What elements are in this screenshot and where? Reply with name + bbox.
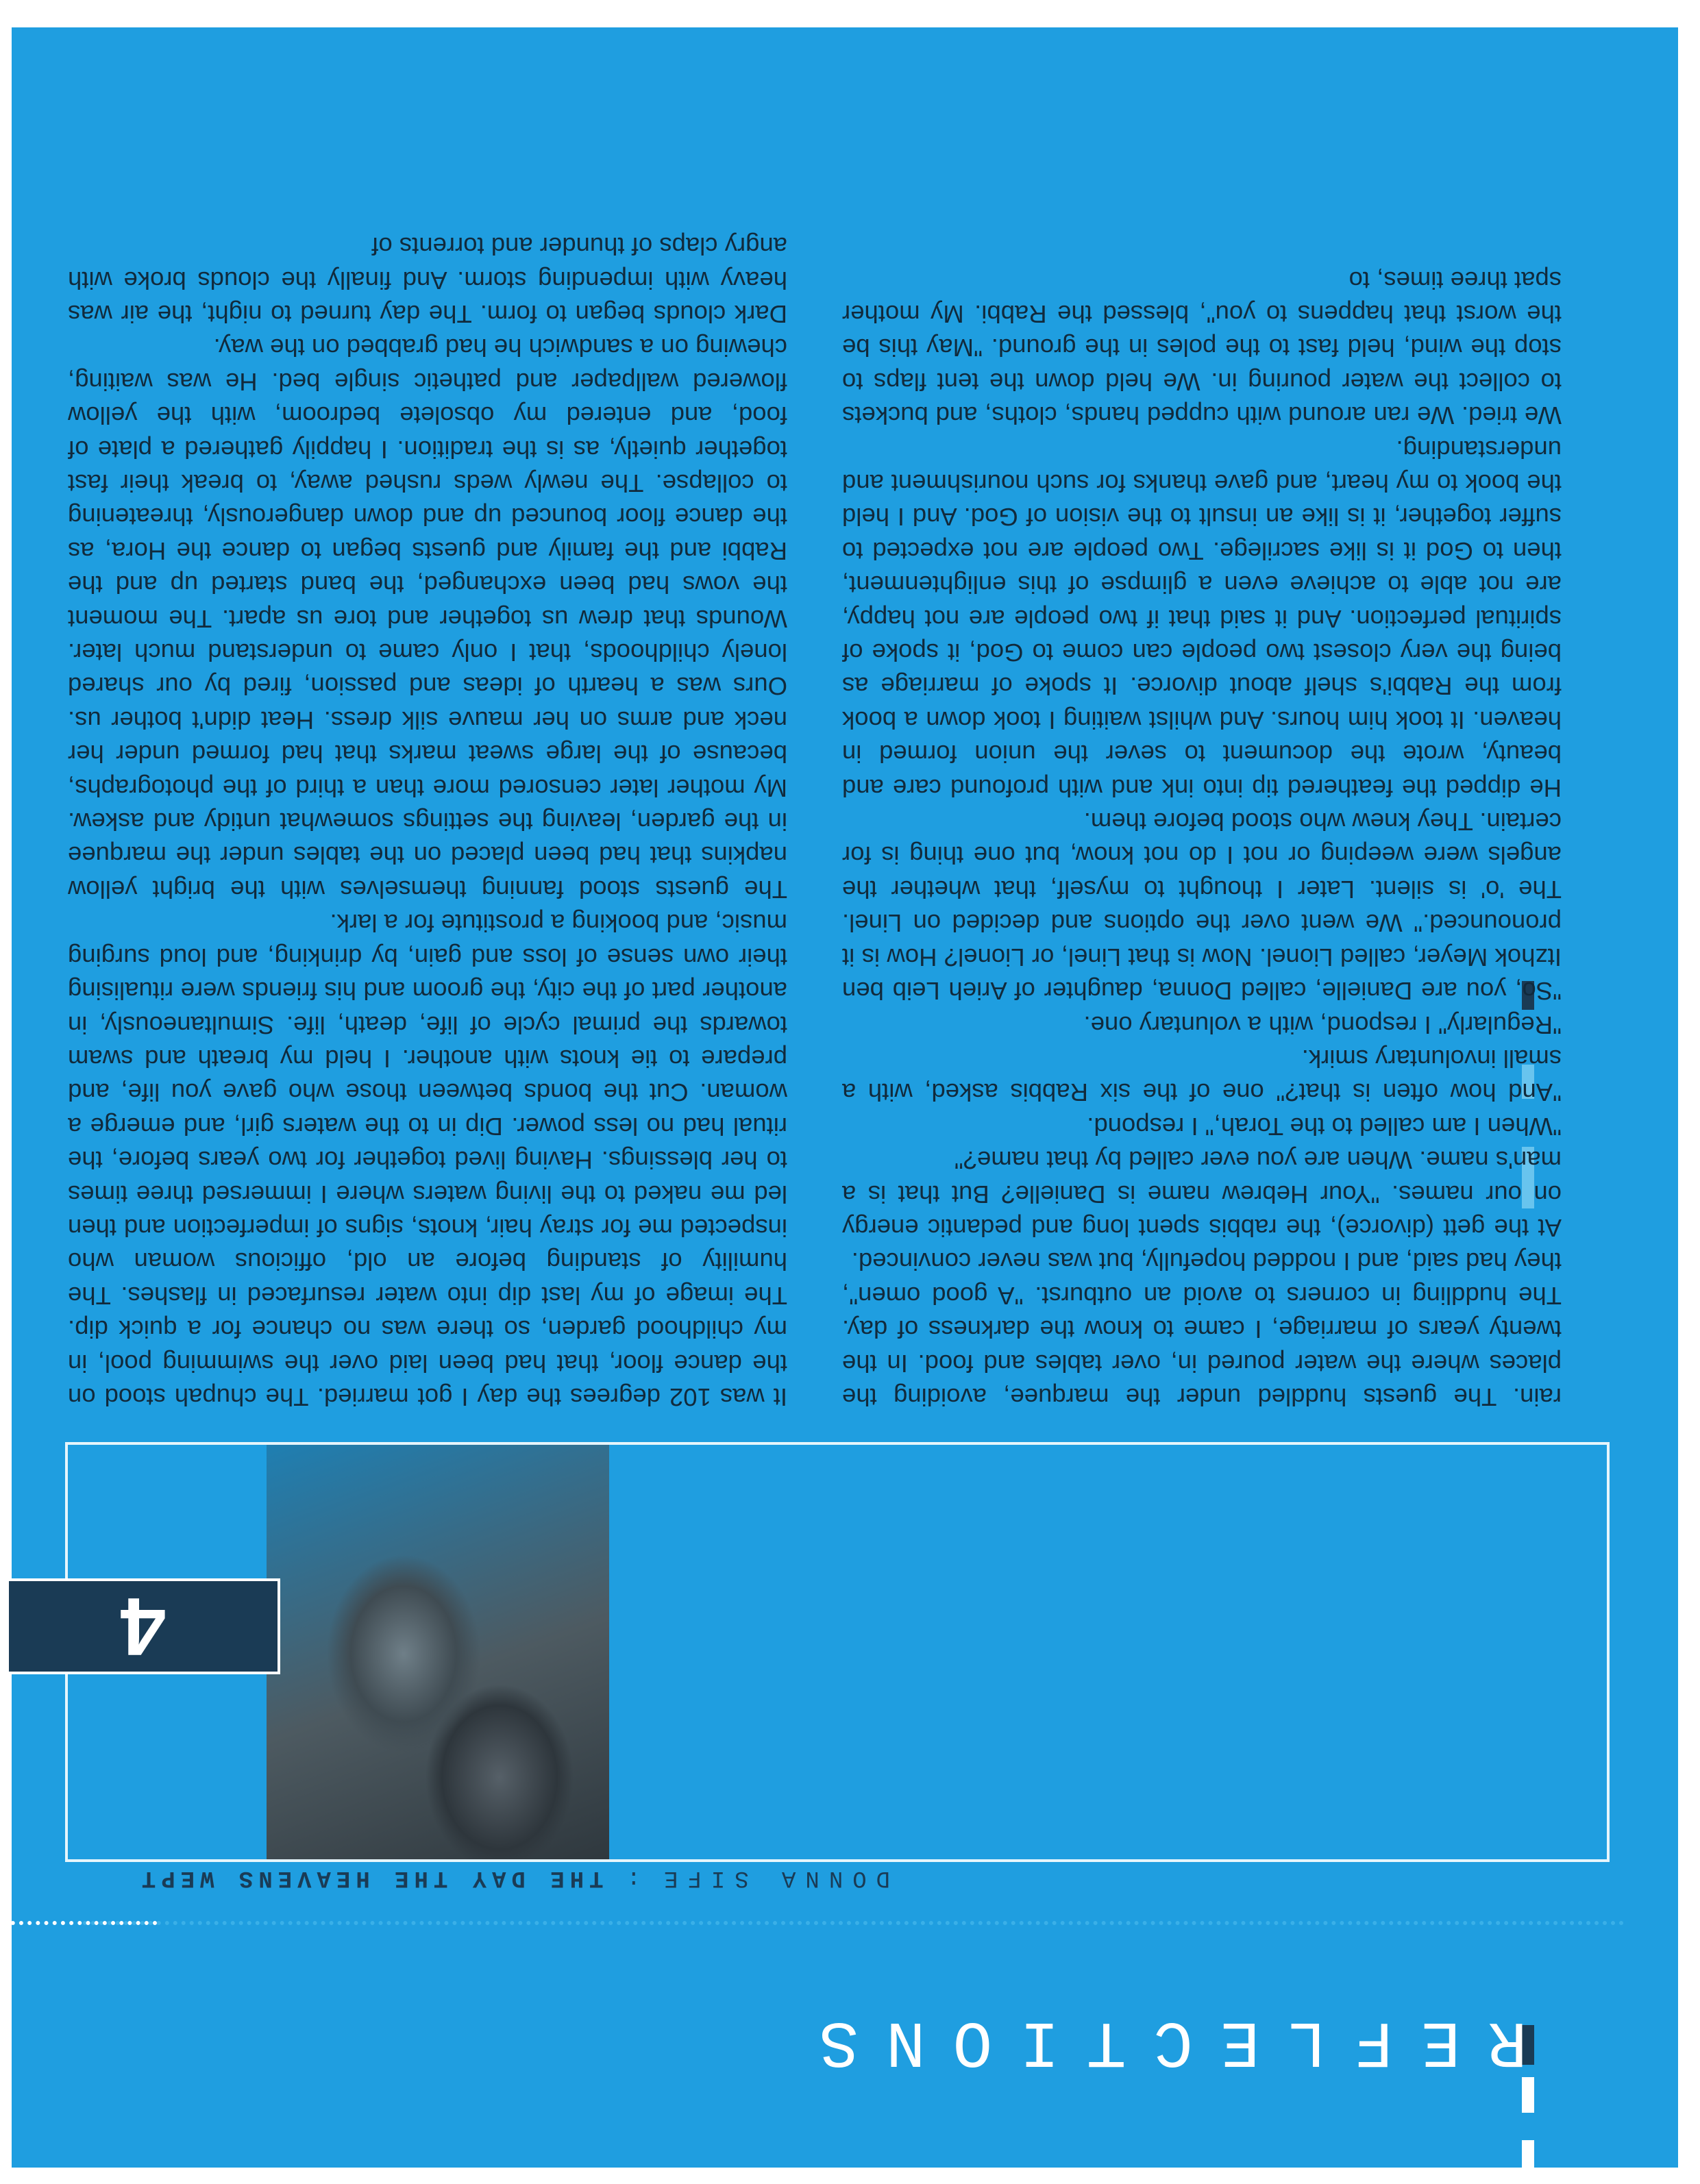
- paragraph: At the gett (divorce), the rabbis spent long and pedantic energy on our names. "Your Hebrew name is Danielle? But that is a man's name. When are you ever called by that name?": [842, 1146, 1562, 1242]
- paragraph: It was 102 degrees the day I got married. The chupah stood on the dance floor, that had been laid over the swimming pool, in my childhood garden, so there was no chance for a quick dip. The image of my last dip into water resurfaced in flashes. The humility of standing before an old, officious woman who inspected me for stray hair, knots, signs of imperfection and then led me naked to the living waters where I immersed three times to her blessings. Having lived together for two years before, the ritual had no less power. Dip in to the waters girl, and emerge a woman. Cut the bonds between those who gave you life, and prepare to tie knots with another. I held my breath and swam towards the primal cycle of life, death, life. Simultaneously, in another part of the city, the groom and his friends were ritualising their own sense of loss and gain, by drinking, and loud surging music, and booking a prostitute for a lark.: [68, 909, 787, 1411]
- paragraph: "And how often is that?" one of the six Rabbis asked, with a small involuntary smirk.: [842, 1044, 1562, 1107]
- paragraph: rain. The guests huddled under the marquee, avoiding the places where the water poured in, over tables and food. In the twenty years of marriage, I came to know the darkness of day. The huddling in corners to avoid an outburst. "A good omen", they had said, and I nodded hopefully, but was never convinced.: [842, 1248, 1562, 1411]
- paragraph: Dark clouds began to form. The day turned to night, the air was heavy with impending storm. And finally the clouds broke with angry claps of thunder and torrents of: [68, 232, 787, 328]
- story-title: THE DAY THE HEAVENS WEPT: [136, 1865, 604, 1891]
- dotted-divider: [82, 1921, 1623, 1925]
- paragraph: "When I am called to the Torah," I respond.: [1087, 1112, 1562, 1141]
- byline-separator: :: [617, 1865, 641, 1891]
- text-column-left: [68, 30, 787, 1414]
- white-accent-bar: [1522, 2140, 1534, 2168]
- series-title: REFLECTIONS: [791, 2004, 1527, 2078]
- paragraph: He dipped the feathered tip into ink and with profound care and beauty, wrote the document to sever the union formed in heaven. It took him hours. And whilst waiting I took down a book from the Rabbi's shelf about divorce. It spoke of marriage as being the very closest two people can come to God, it spoke of spiritual perfection. And it said that if two people are not happy, are not able to achieve even a glimpse of this enlightenment, then to God it is like sacrilege. Two people are not expected to suffer together, it is like an insult to the vision of God. And I held the book to my heart, and gave thanks for such nourishment and understanding.: [842, 435, 1562, 802]
- byline: [0, 1862, 890, 1894]
- author-name: DONNA SIFE: [654, 1865, 890, 1891]
- chapter-number: 4: [6, 1578, 280, 1674]
- paragraph: We tried. We ran around with cupped hands, cloths, and buckets to collect the water pouring in. We held down the tent flaps to stop the wind, held fast to the poles in the ground. "May this be the worst that happens to you", blessed the Rabbi. My mother spat three times, to: [842, 266, 1562, 430]
- blue-panel: [12, 27, 1678, 2168]
- dotted-divider-white: [0, 1921, 157, 1925]
- paragraph: "So, you are Danielle, called Donna, daughter of Arieh Leib ben Itzhok Meyer, called Lionel. Now is that Linel, or Lionel? How is it pronounced." We went over the options and decided on Linel. The 'o' is silent. Later I thought to myself, that whether the angels were weeping or not I do not know, but one thing is for certain. They knew who stood before them.: [842, 808, 1562, 1006]
- paragraph: The guests stood fanning themselves with the bright yellow napkins that had been placed on the tables under the marquee in the garden, leaving the settings somewhat untidy and askew. My mother later censored more than a third of the photographs, because of the large sweat marks that had formed under her neck and arms on her mauve silk dress. Heat didn't bother us. Ours was a hearth of ideas and passion, fired by our shared lonely childhoods, that I only came to understand much later. Wounds that drew us together and tore us apart. The moment the vows had been exchanged, the band started up and the Rabbi and the family and guests began to dance the Hora, as the dance floor bounced up and down dangerously, threatening to collapse. The newly weds rushed away, to break their fast together quietly, as is the tradition. I happily gathered a plate of food, and entered my obsolete bedroom, with the yellow flowered wallpaper and pathetic single bed. He was waiting, chewing on a sandwich he had grabbed on the way.: [68, 334, 787, 904]
- text-column-right: [842, 30, 1562, 1414]
- portrait-photo: [267, 1445, 609, 1859]
- paragraph: "Regularly" I respond, with a voluntary one.: [1083, 1010, 1562, 1039]
